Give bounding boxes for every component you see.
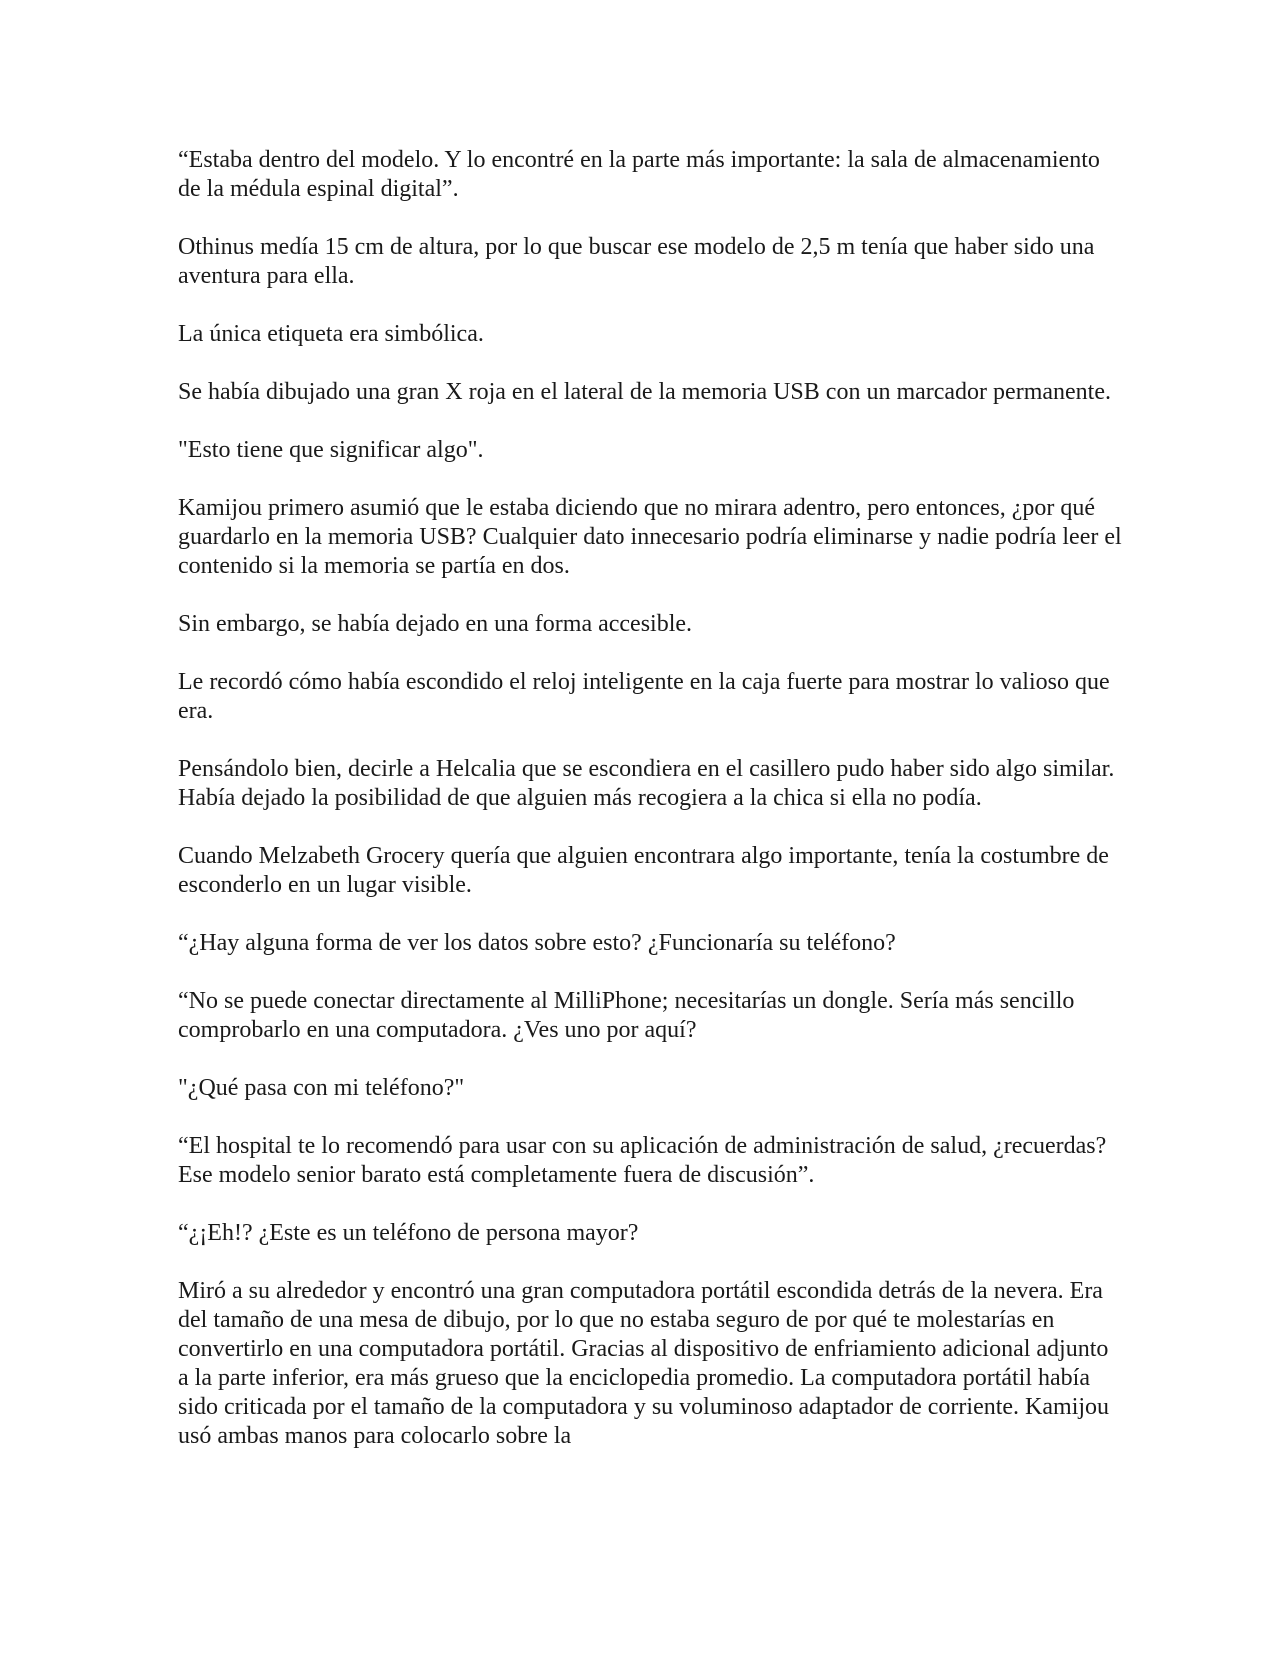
paragraph: “Estaba dentro del modelo. Y lo encontré en la parte más importante: la sala de almacenamiento de la médula espinal digital”.: [178, 147, 1100, 202]
document-body: [178, 146, 1124, 1451]
paragraph: Pensándolo bien, decirle a Helcalia que se escondiera en el casillero pudo haber sido algo similar. Había dejado la posibilidad de que alguien más recogiera a la chica si ella no podía.: [178, 756, 1115, 811]
paragraph: "Esto tiene que significar algo".: [178, 437, 484, 463]
paragraph: “El hospital te lo recomendó para usar con su aplicación de administración de salud, ¿recuerdas? Ese modelo senior barato está completamente fuera de discusión”.: [178, 1133, 1107, 1188]
paragraph: “¿Hay alguna forma de ver los datos sobre esto? ¿Funcionaría su teléfono?: [178, 930, 896, 956]
paragraph: Sin embargo, se había dejado en una forma accesible.: [178, 611, 693, 637]
paragraph: "¿Qué pasa con mi teléfono?": [178, 1075, 465, 1101]
paragraph: “No se puede conectar directamente al MilliPhone; necesitarías un dongle. Sería más sencillo comprobarlo en una computadora. ¿Ves uno por aquí?: [178, 988, 1075, 1043]
paragraph: Kamijou primero asumió que le estaba diciendo que no mirara adentro, pero entonces, ¿por qué guardarlo en la memoria USB? Cualquier dato innecesario podría eliminarse y nadie podría leer el contenido si la memoria se partía en dos.: [178, 495, 1122, 579]
paragraph: Se había dibujado una gran X roja en el lateral de la memoria USB con un marcador permanente.: [178, 379, 1111, 405]
paragraph: Miró a su alrededor y encontró una gran computadora portátil escondida detrás de la nevera. Era del tamaño de una mesa de dibujo, por lo que no estaba seguro de por qué te molestarías en convertirlo en una computadora portátil. Gracias al dispositivo de enfriamiento adicional adjunto a la parte inferior, era más grueso que la enciclopedia promedio. La computadora portátil había sido criticada por el tamaño de la computadora y su voluminoso adaptador de corriente. Kamijou usó ambas manos para colocarlo sobre la: [178, 1278, 1110, 1449]
paragraph: Cuando Melzabeth Grocery quería que alguien encontrara algo importante, tenía la costumbre de esconderlo en un lugar visible.: [178, 843, 1109, 898]
paragraph: La única etiqueta era simbólica.: [178, 321, 484, 347]
paragraph: “¿¡Eh!? ¿Este es un teléfono de persona mayor?: [178, 1220, 639, 1246]
paragraph: Le recordó cómo había escondido el reloj inteligente en la caja fuerte para mostrar lo valioso que era.: [178, 669, 1110, 724]
paragraph: Othinus medía 15 cm de altura, por lo que buscar ese modelo de 2,5 m tenía que haber sido una aventura para ella.: [178, 234, 1095, 289]
